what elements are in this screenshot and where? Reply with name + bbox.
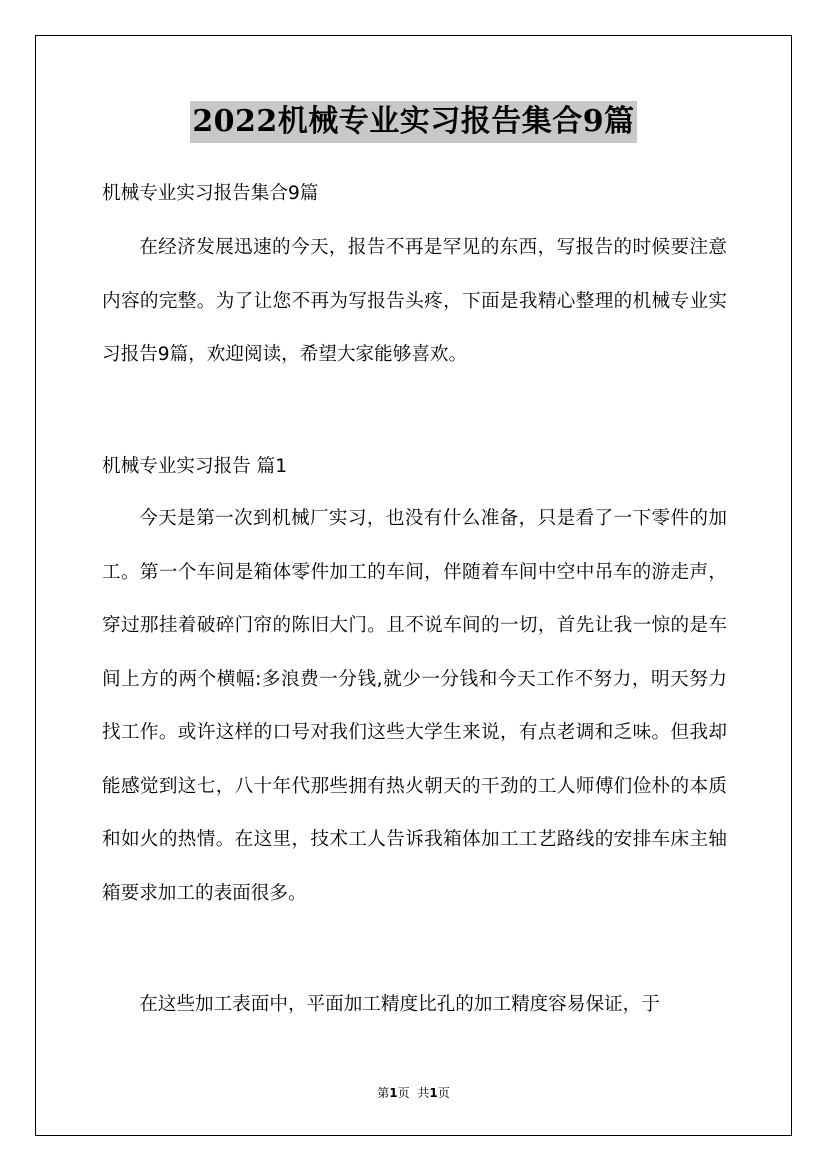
section-heading: 机械专业实习报告 篇1 bbox=[102, 456, 288, 477]
total-label-suffix: 页 bbox=[437, 1086, 450, 1100]
page-label-prefix: 第 bbox=[377, 1086, 390, 1100]
body-paragraph: 在这些加工表面中，平面加工精度比孔的加工精度容易保证，于 bbox=[139, 994, 660, 1015]
total-pages: 1 bbox=[429, 1086, 438, 1100]
page-label-suffix: 页 bbox=[397, 1086, 410, 1100]
document-title-text: 2022机械专业实习报告集合9篇 bbox=[190, 101, 636, 143]
body-paragraph: 今天是第一次到机械厂实习，也没有什么准备，只是看了一下零件的加工。第一个车间是箱体零件加工的车间，伴随着车间中空中吊车的游走声，穿过那挂着破碎门帘的陈旧大门。且不说车间的一切，首先让我一惊的是车间上方的两个横幅:多浪费一分钱,就少一分钱和今天工作不努力，明天努力找工作。或许这样的口号对我们这些大学生来说，有点老调和乏味。但我却能感觉到这七，八十年代那些拥有热火朝天的干劲的工人师傅们俭朴的本质和如火的热情。在这里，技术工人告诉我箱体加工工艺路线的安排车床主轴箱要求加工的表面很多。 bbox=[102, 508, 727, 904]
page-footer bbox=[0, 1084, 827, 1101]
intro-paragraph: 在经济发展迅速的今天，报告不再是罕见的东西，写报告的时候要注意内容的完整。为了让您不再为写报告头疼，下面是我精心整理的机械专业实习报告9篇，欢迎阅读，希望大家能够喜欢。 bbox=[102, 237, 727, 365]
document-title bbox=[0, 101, 827, 143]
document-subtitle: 机械专业实习报告集合9篇 bbox=[102, 183, 319, 204]
total-label-prefix: 共 bbox=[417, 1086, 430, 1100]
page-number: 1 bbox=[389, 1086, 398, 1100]
